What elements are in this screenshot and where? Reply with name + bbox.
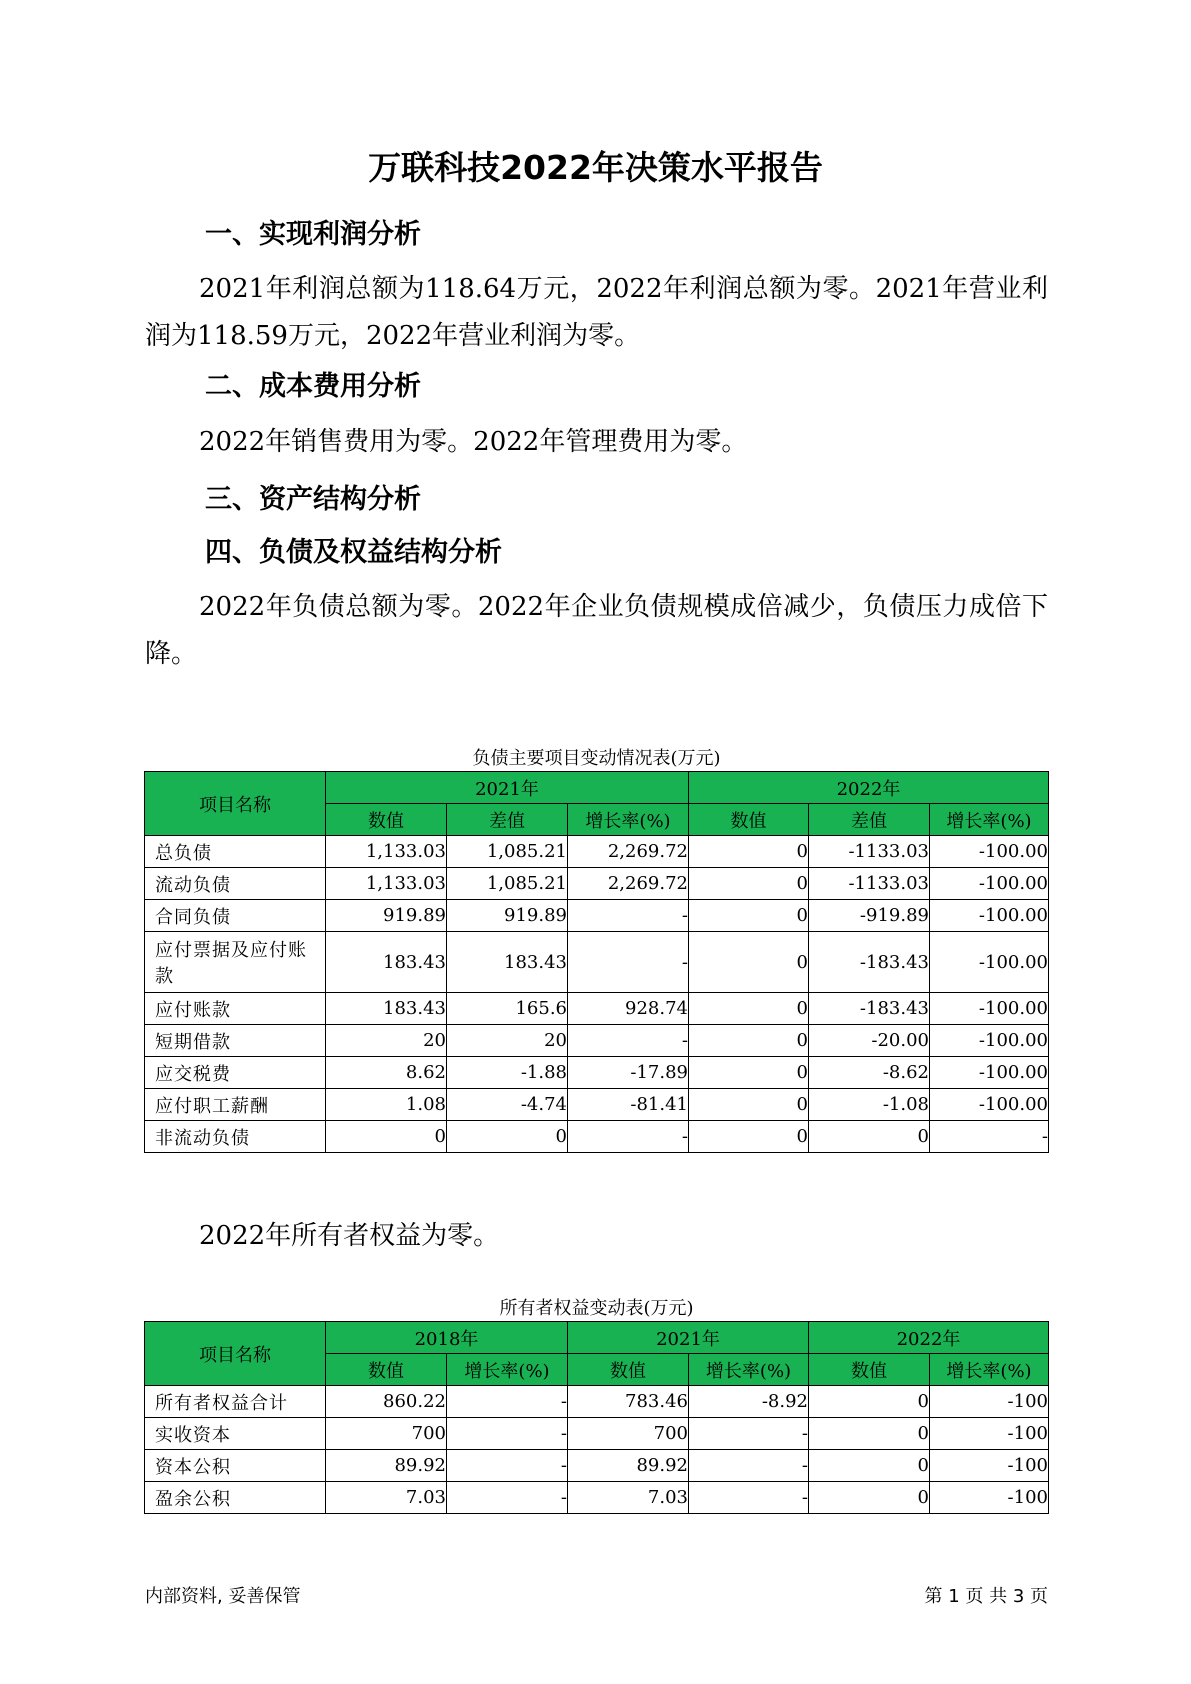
cell-g2022: -100.00 [930, 1057, 1049, 1089]
cell-g2021: -17.89 [568, 1057, 689, 1089]
cell-g2022: -100.00 [930, 836, 1049, 868]
cell-v2018: 7.03 [326, 1482, 447, 1514]
cell-v2021: 1.08 [326, 1089, 447, 1121]
cell-g2022: -100 [930, 1450, 1049, 1482]
equity-table-body [145, 1386, 1049, 1514]
cell-g2021: - [689, 1450, 809, 1482]
row-item-name: 实收资本 [145, 1418, 326, 1450]
table-row [145, 1025, 1049, 1057]
cell-g2021: - [568, 932, 689, 993]
header-year: 2021年 [326, 772, 689, 804]
header-year: 2022年 [809, 1322, 1049, 1354]
cell-v2021: 7.03 [568, 1482, 689, 1514]
cell-g2022: -100.00 [930, 900, 1049, 932]
row-item-name: 所有者权益合计 [145, 1386, 326, 1418]
paragraph-profit: 2021年利润总额为118.64万元，2022年利润总额为零。2021年营业利润为118.59万元，2022年营业利润为零。 [145, 274, 1048, 351]
table-row [145, 1057, 1049, 1089]
cell-g2022: -100.00 [930, 932, 1049, 993]
header-year: 2018年 [326, 1322, 568, 1354]
row-item-name: 非流动负债 [145, 1121, 326, 1153]
cell-d2022: -1133.03 [809, 836, 930, 868]
cell-d2022: -8.62 [809, 1057, 930, 1089]
cell-v2021: 20 [326, 1025, 447, 1057]
equity-table [144, 1321, 1049, 1514]
cell-d2022: -183.43 [809, 993, 930, 1025]
cell-v2018: 700 [326, 1418, 447, 1450]
table-row [145, 1121, 1049, 1153]
cell-d2022: -1.08 [809, 1089, 930, 1121]
cell-v2021: 1,133.03 [326, 836, 447, 868]
cell-v2021: 8.62 [326, 1057, 447, 1089]
cell-g2021: - [689, 1482, 809, 1514]
header-item-name: 项目名称 [145, 1322, 326, 1386]
row-item-name: 应交税费 [145, 1057, 326, 1089]
header-growth: 增长率(%) [568, 804, 689, 836]
cell-d2021: 20 [447, 1025, 568, 1057]
cell-d2021: 1,085.21 [447, 836, 568, 868]
cell-g2021: 2,269.72 [568, 836, 689, 868]
cell-v2022: 0 [689, 836, 809, 868]
footer-page-number: 第 1 页 共 3 页 [924, 1586, 1048, 1607]
row-item-name: 合同负债 [145, 900, 326, 932]
cell-v2021: 0 [326, 1121, 447, 1153]
header-growth: 增长率(%) [930, 804, 1049, 836]
header-value: 数值 [326, 1354, 447, 1386]
cell-g2018: - [447, 1450, 568, 1482]
cell-v2022: 0 [689, 1025, 809, 1057]
cell-d2021: 919.89 [447, 900, 568, 932]
cell-g2022: -100.00 [930, 868, 1049, 900]
paragraph-equity: 2022年所有者权益为零。 [199, 1221, 500, 1251]
header-item-name: 项目名称 [145, 772, 326, 836]
row-item-name: 短期借款 [145, 1025, 326, 1057]
cell-d2021: 165.6 [447, 993, 568, 1025]
section-heading-profit: 一、实现利润分析 [205, 219, 421, 250]
table-row [145, 1450, 1049, 1482]
cell-g2022: -100.00 [930, 1089, 1049, 1121]
cell-d2022: -20.00 [809, 1025, 930, 1057]
cell-d2022: -1133.03 [809, 868, 930, 900]
cell-g2021: 928.74 [568, 993, 689, 1025]
table-row [145, 836, 1049, 868]
cell-g2022: - [930, 1121, 1049, 1153]
cell-g2021: - [568, 1121, 689, 1153]
cell-d2022: -919.89 [809, 900, 930, 932]
header-growth: 增长率(%) [689, 1354, 809, 1386]
cell-g2021: -8.92 [689, 1386, 809, 1418]
cell-d2022: -183.43 [809, 932, 930, 993]
equity-table-caption: 所有者权益变动表(万元) [499, 1298, 694, 1319]
cell-g2022: -100 [930, 1482, 1049, 1514]
header-growth: 增长率(%) [930, 1354, 1049, 1386]
cell-g2018: - [447, 1386, 568, 1418]
cell-v2021: 89.92 [568, 1450, 689, 1482]
cell-v2022: 0 [689, 1089, 809, 1121]
cell-v2022: 0 [689, 900, 809, 932]
cell-g2021: - [689, 1418, 809, 1450]
table-row [145, 993, 1049, 1025]
header-value: 数值 [326, 804, 447, 836]
cell-v2021: 183.43 [326, 993, 447, 1025]
cell-v2021: 919.89 [326, 900, 447, 932]
cell-d2021: 0 [447, 1121, 568, 1153]
header-diff: 差值 [447, 804, 568, 836]
liability-table-body [145, 836, 1049, 1153]
cell-v2022: 0 [689, 1121, 809, 1153]
table-row [145, 1482, 1049, 1514]
row-item-name: 流动负债 [145, 868, 326, 900]
header-year: 2021年 [568, 1322, 809, 1354]
header-diff: 差值 [809, 804, 930, 836]
header-growth: 增长率(%) [447, 1354, 568, 1386]
cell-d2021: -1.88 [447, 1057, 568, 1089]
liability-table-caption: 负债主要项目变动情况表(万元) [472, 748, 721, 769]
cell-v2021: 783.46 [568, 1386, 689, 1418]
cell-d2021: 1,085.21 [447, 868, 568, 900]
cell-v2022: 0 [809, 1482, 930, 1514]
row-item-name: 总负债 [145, 836, 326, 868]
paragraph-liability: 2022年负债总额为零。2022年企业负债规模成倍减少，负债压力成倍下降。 [145, 592, 1048, 669]
section-heading-asset: 三、资产结构分析 [205, 484, 421, 515]
cell-g2021: - [568, 1025, 689, 1057]
cell-g2021: 2,269.72 [568, 868, 689, 900]
table-row [145, 1418, 1049, 1450]
cell-g2022: -100 [930, 1386, 1049, 1418]
cell-g2021: - [568, 900, 689, 932]
cell-d2021: -4.74 [447, 1089, 568, 1121]
header-year: 2022年 [689, 772, 1049, 804]
cell-v2022: 0 [689, 868, 809, 900]
table-row [145, 900, 1049, 932]
table-row [145, 932, 1049, 993]
cell-g2018: - [447, 1418, 568, 1450]
footer-confidential-note: 内部资料, 妥善保管 [145, 1586, 301, 1607]
cell-g2022: -100.00 [930, 1025, 1049, 1057]
cell-v2022: 0 [689, 1057, 809, 1089]
cell-v2022: 0 [809, 1386, 930, 1418]
cell-v2021: 183.43 [326, 932, 447, 993]
row-item-name: 应付票据及应付账款 [145, 932, 326, 993]
cell-v2022: 0 [809, 1450, 930, 1482]
header-value: 数值 [568, 1354, 689, 1386]
liability-table [144, 771, 1049, 1153]
cell-g2018: - [447, 1482, 568, 1514]
cell-g2021: -81.41 [568, 1089, 689, 1121]
cell-d2022: 0 [809, 1121, 930, 1153]
cell-d2021: 183.43 [447, 932, 568, 993]
row-item-name: 盈余公积 [145, 1482, 326, 1514]
header-value: 数值 [689, 804, 809, 836]
cell-v2018: 860.22 [326, 1386, 447, 1418]
row-item-name: 应付账款 [145, 993, 326, 1025]
header-value: 数值 [809, 1354, 930, 1386]
section-heading-cost: 二、成本费用分析 [205, 371, 421, 402]
page-title: 万联科技2022年决策水平报告 [368, 148, 823, 187]
table-row [145, 1386, 1049, 1418]
cell-v2018: 89.92 [326, 1450, 447, 1482]
row-item-name: 应付职工薪酬 [145, 1089, 326, 1121]
cell-g2022: -100 [930, 1418, 1049, 1450]
row-item-name: 资本公积 [145, 1450, 326, 1482]
cell-v2022: 0 [809, 1418, 930, 1450]
section-heading-liability: 四、负债及权益结构分析 [205, 537, 502, 568]
cell-v2021: 700 [568, 1418, 689, 1450]
cell-g2022: -100.00 [930, 993, 1049, 1025]
table-row [145, 868, 1049, 900]
cell-v2022: 0 [689, 993, 809, 1025]
table-row [145, 1089, 1049, 1121]
cell-v2022: 0 [689, 932, 809, 993]
cell-v2021: 1,133.03 [326, 868, 447, 900]
paragraph-cost: 2022年销售费用为零。2022年管理费用为零。 [199, 427, 748, 457]
